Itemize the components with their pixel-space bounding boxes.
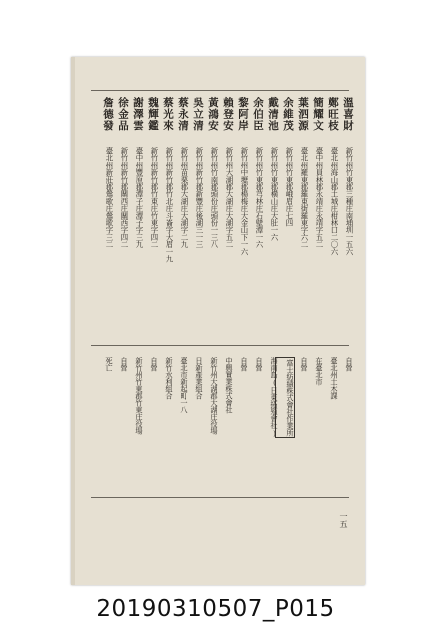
member-name: 謝澤雲 xyxy=(132,97,144,132)
page-edge xyxy=(71,57,75,585)
page-number: 一五 xyxy=(339,512,348,528)
member-name: 蔡光來 xyxy=(162,97,174,132)
member-affiliation: 新竹州竹東郡竹東庄役場 xyxy=(135,357,144,434)
member-affiliation: 自營 xyxy=(150,357,159,371)
member-name: 蔡永清 xyxy=(177,97,189,132)
member-affiliation: 新竹水利組合 xyxy=(165,357,174,399)
member-address: 新竹州竹東郡芎林庄石壁潭一六 xyxy=(255,147,264,248)
member-affiliation: 富士紡績株式會社作業所 xyxy=(275,357,295,438)
member-address: 新竹州新竹郡竹北庄斗崙字大眉一九 xyxy=(165,147,174,263)
member-name: 溫喜財 xyxy=(342,97,354,132)
member-address: 新竹州新竹郡新豐庄後湖三一三 xyxy=(195,147,204,248)
member-address: 新竹州大湖郡大湖庄大湖字五二 xyxy=(225,147,234,248)
member-affiliation: 自營 xyxy=(300,357,309,371)
member-name: 吳立清 xyxy=(192,97,204,132)
member-name: 黃鴻安 xyxy=(207,97,219,132)
entry-column xyxy=(95,57,113,585)
member-affiliation: 臺北州土木課 xyxy=(330,357,339,399)
member-name: 詹德發 xyxy=(102,97,114,132)
member-name: 余維茂 xyxy=(282,97,294,132)
member-name: 簡耀文 xyxy=(312,97,324,132)
member-affiliation: 自營 xyxy=(345,357,354,371)
member-address: 新竹州苗栗郡大湖庄大湖字二九 xyxy=(180,147,189,248)
member-address: 新竹州竹南郡頭份庄頭份一三八 xyxy=(210,147,219,248)
member-name: 黎阿岸 xyxy=(237,97,249,132)
member-address: 新竹州新竹郡關西庄關西字四二 xyxy=(120,147,129,248)
member-affiliation: 自營 xyxy=(120,357,129,371)
member-name: 魏輝鑑 xyxy=(147,97,159,132)
member-address: 臺中州豐原郡潭子庄潭子字三九 xyxy=(135,147,144,248)
member-name: 葉泗源 xyxy=(297,97,309,132)
member-address: 新竹州新竹郡竹東庄竹東字四二 xyxy=(150,147,159,248)
member-affiliation: 臺北市新起町一八 xyxy=(180,357,189,413)
member-affiliation: 自營 xyxy=(255,357,264,371)
member-address: 新竹州竹東郡橫山庄大肚一六 xyxy=(270,147,279,241)
member-address: 臺北州羅東郡羅東街羅東字六二 xyxy=(300,147,309,248)
member-affiliation: 死亡 xyxy=(105,357,114,371)
member-address: 新竹州竹東郡三種庄南埔圳一五六 xyxy=(345,147,354,255)
member-name: 余伯臣 xyxy=(252,97,264,132)
member-name: 戴清池 xyxy=(267,97,279,132)
member-affiliation: 海南島(日東拓殖會社) xyxy=(270,357,279,438)
image-caption: 20190310507_P015 xyxy=(96,596,335,622)
member-name: 鄭旺枝 xyxy=(327,97,339,132)
member-name: 徐金品 xyxy=(117,97,129,132)
member-affiliation: 新竹州大湖郡大湖庄役場 xyxy=(210,357,219,434)
member-address: 新竹州中壢郡楊梅庄大金山下一六 xyxy=(240,147,249,255)
member-address: 臺中州員林郡永靖庄永靖字五二 xyxy=(315,147,324,248)
document-page xyxy=(71,57,365,585)
member-affiliation: 中興實業株式會社 xyxy=(225,357,234,413)
member-name: 賴登安 xyxy=(222,97,234,132)
member-affiliation: 日新產業組合 xyxy=(195,357,204,399)
member-address: 新竹州竹東郡峨眉庄七四 xyxy=(285,147,294,227)
member-affiliation: 在臺北市 xyxy=(315,357,324,385)
member-affiliation: 自營 xyxy=(240,357,249,371)
member-address: 臺北州海山郡土城庄柑林口二〇六 xyxy=(330,147,339,255)
member-address: 臺北州新莊郡鶯歌庄鶯歌字三二 xyxy=(105,147,114,248)
